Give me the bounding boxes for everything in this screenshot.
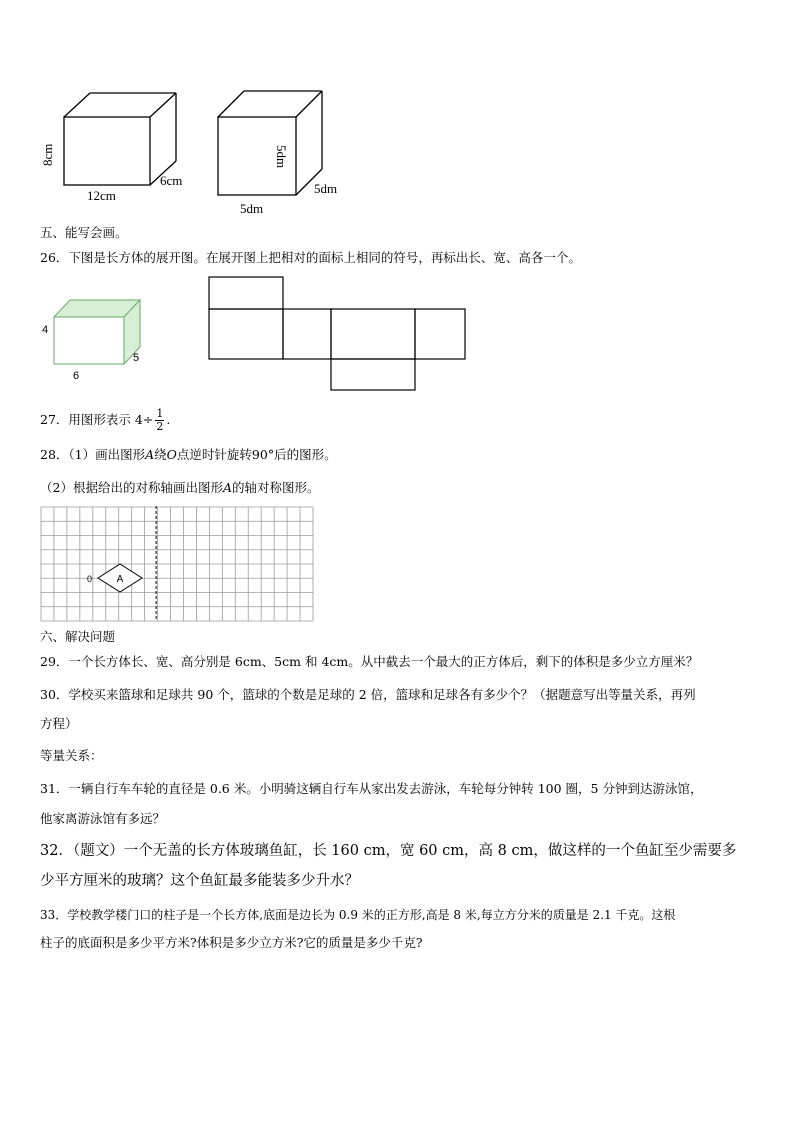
question-29-text: 29．一个长方体长、宽、高分别是 6cm、5cm 和 4cm。从中截去一个最大的正方体后，剩下的体积是多少立方厘米？ bbox=[40, 654, 699, 669]
q27-suffix: . bbox=[166, 412, 171, 427]
q28-angle: 90° bbox=[251, 447, 275, 462]
q27-prefix: 27．用图形表示 4÷ bbox=[40, 412, 154, 427]
q28-part2-var-a: A bbox=[222, 480, 232, 495]
cuboid-figure-1 bbox=[40, 85, 210, 210]
question-31-line-2: 他家离游泳馆有多远？ bbox=[40, 811, 166, 826]
shape-a-label: A bbox=[116, 574, 124, 585]
question-31-line-1: 31．一辆自行车车轮的直径是 0.6 米。小明骑这辆自行车从家出发去游泳，车轮每分钟转 100 圈，5 分钟到达游泳馆， bbox=[40, 781, 703, 796]
q28-var-a: A bbox=[145, 447, 155, 462]
q28-part2-text-b: 的轴对称图形。 bbox=[232, 480, 320, 495]
point-o-label: 0 bbox=[86, 574, 92, 584]
question-32-line-2: 少平方厘米的玻璃？这个鱼缸最多能装多少升水？ bbox=[40, 873, 359, 889]
q27-frac-numerator: 1 bbox=[156, 407, 164, 420]
question-27 bbox=[40, 408, 170, 433]
q27-frac-denominator: 2 bbox=[156, 420, 164, 433]
q26-width-label: 5 bbox=[133, 352, 140, 364]
q28-var-o: O bbox=[166, 447, 177, 462]
q28-text-b: 绕 bbox=[154, 447, 167, 462]
section-5-heading: 五、能写会画。 bbox=[40, 225, 128, 240]
question-30-relation: 等量关系： bbox=[40, 748, 103, 763]
q28-part2-text-a: （2）根据给出的对称轴画出图形 bbox=[40, 480, 223, 495]
question-28-part-1 bbox=[40, 446, 337, 464]
question-33-line-1: 33．学校教学楼门口的柱子是一个长方体,底面是边长为 0.9 米的正方形,高是 8 米,每立方分米的质量是 2.1 千克。这根 bbox=[40, 908, 676, 922]
box2-length-label: 5dm bbox=[240, 201, 264, 216]
question-30-line-1: 30．学校买来篮球和足球共 90 个，篮球的个数是足球的 2 倍，篮球和足球各有多少个？（据题意写出等量关系，再列 bbox=[40, 687, 696, 702]
question-28-part-2 bbox=[40, 479, 320, 497]
q28-text-c: 点逆时针旋转 bbox=[176, 447, 252, 462]
question-32-line-1: 32．（题文）一个无盖的长方体玻璃鱼缸，长 160 cm，宽 60 cm，高 8 cm，做这样的一个鱼缸至少需要多 bbox=[40, 843, 737, 859]
q28-text-a: 28．（1）画出图形 bbox=[40, 447, 146, 462]
box1-width-label: 6cm bbox=[160, 173, 183, 188]
question-30-line-2: 方程） bbox=[40, 716, 78, 731]
question-33-line-2: 柱子的底面积是多少平方米?体积是多少立方米?它的质量是多少千克? bbox=[40, 935, 423, 950]
q26-length-label: 6 bbox=[73, 370, 80, 382]
box2-height-label: 5dm bbox=[274, 145, 289, 169]
grid-diagram bbox=[40, 506, 316, 624]
q26-height-label: 4 bbox=[42, 324, 49, 336]
question-26-text: 26．下图是长方体的展开图。在展开图上把相对的面标上相同的符号，再标出长、宽、高各一个。 bbox=[40, 250, 581, 265]
box1-length-label: 12cm bbox=[87, 188, 116, 203]
box2-width-label: 5dm bbox=[314, 181, 338, 196]
q27-fraction bbox=[155, 408, 164, 433]
q28-text-d: 后的图形。 bbox=[274, 447, 337, 462]
section-6-heading: 六、解决问题 bbox=[40, 629, 116, 644]
cuboid-net-diagram bbox=[205, 274, 475, 399]
box1-height-label: 8cm bbox=[40, 143, 55, 166]
